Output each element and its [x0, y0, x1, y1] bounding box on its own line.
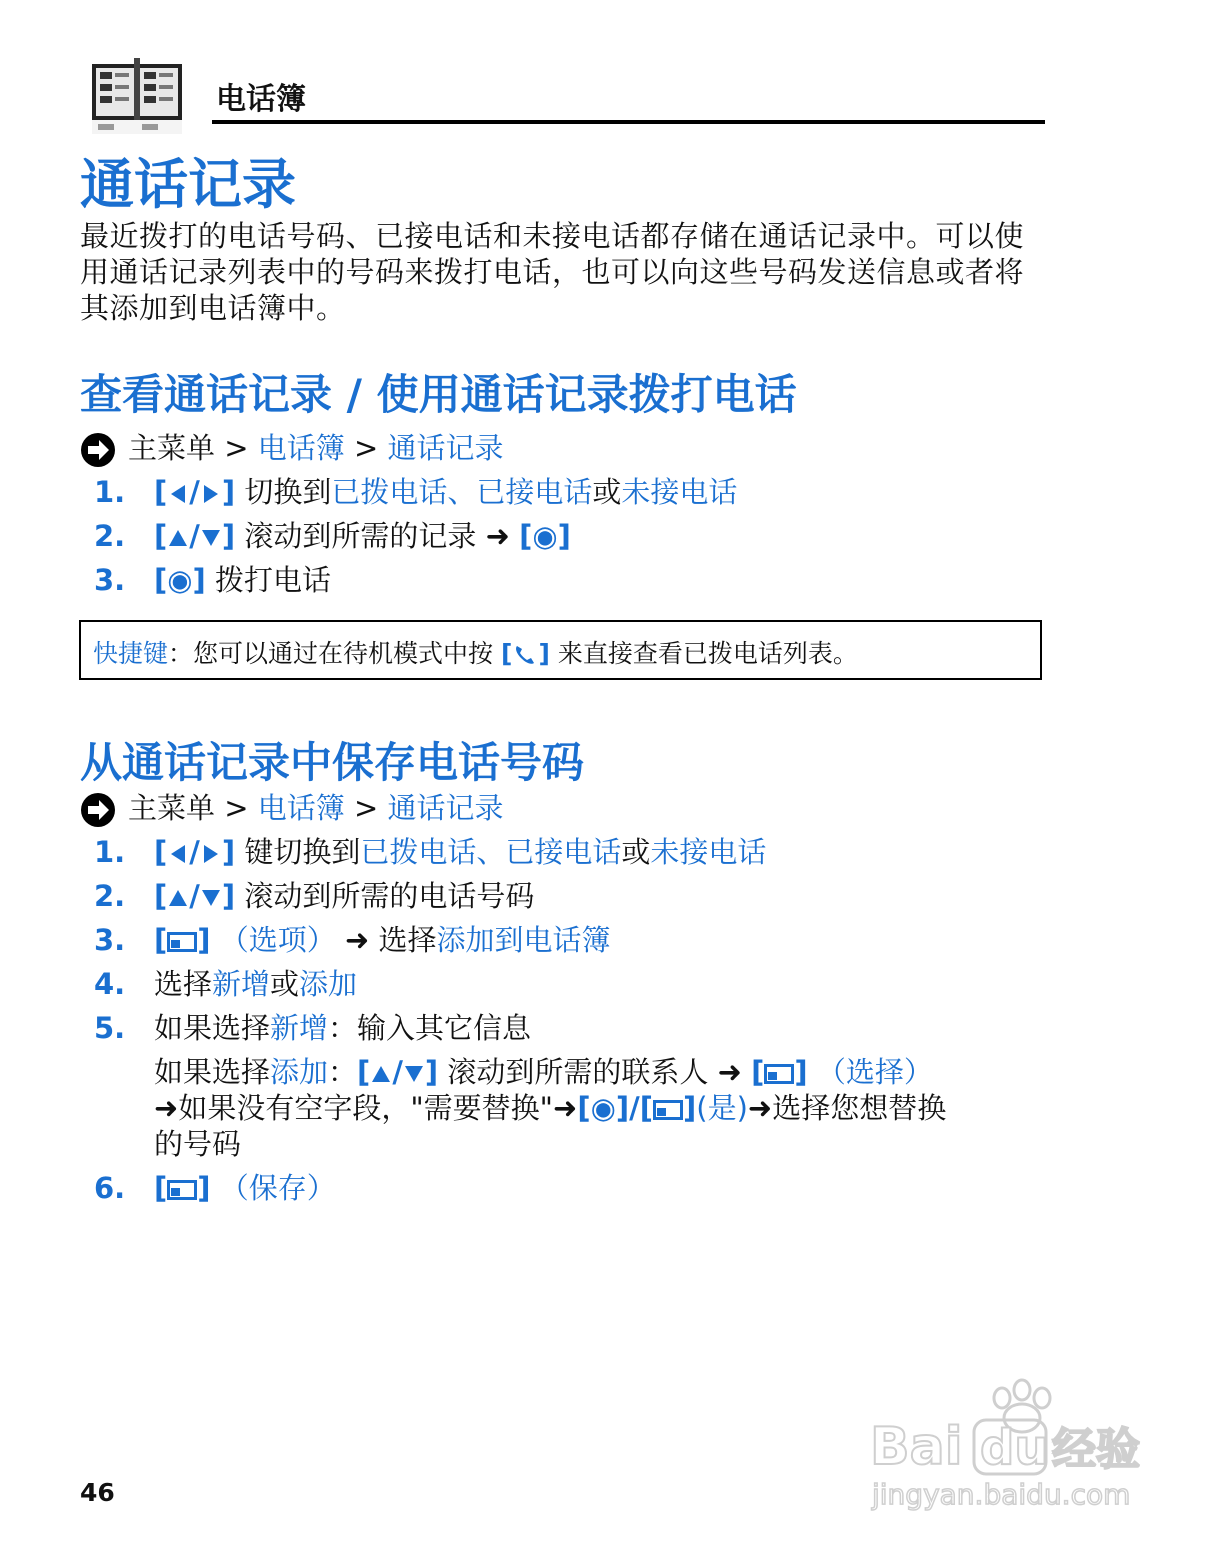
section-title-save-number: 从通话记录中保存电话号码	[80, 738, 585, 787]
left-softkey-icon: [ ]	[154, 923, 211, 957]
baidu-watermark-logo	[862, 1376, 1162, 1516]
left-right-key-icon: [ / ]	[154, 475, 236, 509]
step-text: 如果选择	[154, 1055, 271, 1089]
tip-text: 您可以通过在待机模式中按	[193, 639, 494, 668]
softkey-label-options: （选项）	[219, 923, 336, 957]
menu-path-sep: >	[224, 431, 249, 465]
step-number: 5.	[94, 1011, 126, 1045]
menu-path-sep: >	[354, 791, 379, 825]
step-text: 选择	[378, 923, 437, 957]
slash: /	[629, 1091, 640, 1125]
step-text: 、	[447, 475, 477, 509]
watermark-url: jingyan.baidu.com	[872, 1478, 1131, 1511]
up-down-key-icon: [ / ]	[154, 879, 236, 913]
tip-sep: ：	[168, 639, 194, 668]
up-down-key-icon: [ / ]	[154, 519, 236, 553]
step-text: 的号码	[154, 1127, 242, 1161]
page-title: 通话记录	[80, 153, 296, 216]
step-text: 拨打电话	[215, 563, 332, 597]
arrow-right-circle-icon	[80, 432, 116, 468]
left-right-key-icon: [ / ]	[154, 835, 236, 869]
menu-path-root: 主菜单	[128, 431, 216, 465]
svg-text:du: du	[980, 1420, 1049, 1476]
shortcut-tip-box	[79, 620, 1042, 680]
step-text: 滚动到所需的记录	[244, 519, 477, 553]
arrow-icon: ➜	[747, 1091, 773, 1125]
ok-key-icon: [◉]	[154, 563, 206, 597]
phonebook-icon	[90, 56, 184, 134]
menu-path-call-log: 通话记录	[387, 431, 504, 465]
step-number: 4.	[94, 967, 126, 1001]
step-text: 滚动到所需的电话号码	[244, 879, 535, 913]
option-missed: 未接电话	[621, 475, 738, 509]
step-text: 选择您想替换	[772, 1091, 947, 1125]
option-add: 添加	[270, 1055, 329, 1089]
step-number: 1.	[94, 475, 126, 509]
step-text: 如果没有空字段，"需要替换"	[178, 1091, 553, 1125]
menu-path-sep: >	[354, 431, 379, 465]
left-softkey-icon: [ ]	[751, 1055, 808, 1089]
step-number: 2.	[94, 519, 126, 553]
step-number: 6.	[94, 1171, 126, 1205]
menu-path-phonebook: 电话簿	[257, 431, 345, 465]
step-text: 或	[270, 967, 300, 1001]
svg-text:经验: 经验	[1052, 1424, 1140, 1475]
step-text: 或	[592, 475, 622, 509]
option-received: 已接电话	[476, 475, 593, 509]
left-softkey-icon: [ ]	[154, 1171, 211, 1205]
ok-key-icon: [◉]	[519, 519, 571, 553]
header-rule	[212, 120, 1045, 124]
softkey-label-yes: (是)	[696, 1091, 748, 1125]
tip-label: 快捷键	[93, 639, 169, 668]
step-number: 2.	[94, 879, 126, 913]
ok-key-icon: [◉]	[577, 1091, 630, 1125]
menu-path	[80, 430, 504, 466]
step-text: 切换到	[244, 475, 332, 509]
step-text: 选择	[154, 967, 213, 1001]
step-text: 如果选择	[154, 1011, 271, 1045]
arrow-icon: ➜	[344, 923, 370, 957]
page-number: 46	[80, 1478, 115, 1507]
arrow-right-circle-icon	[80, 792, 116, 828]
step-text: ：	[328, 1055, 358, 1089]
menu-path-phonebook: 电话簿	[257, 791, 345, 825]
left-softkey-icon: [ ]	[639, 1091, 697, 1125]
menu-path-root: 主菜单	[128, 791, 216, 825]
option-new: 新增	[212, 967, 271, 1001]
svg-text:Bai: Bai	[870, 1417, 963, 1477]
arrow-icon: ➜	[717, 1055, 742, 1089]
option-add: 添加	[299, 967, 358, 1001]
arrow-icon: ➜	[553, 1091, 578, 1125]
option-missed: 未接电话	[650, 835, 767, 869]
option-received: 已接电话	[505, 835, 622, 869]
option-add-to-phonebook: 添加到电话簿	[436, 923, 611, 957]
intro-paragraph: 最近拨打的电话号码、已接电话和未接电话都存储在通话记录中。可以使用通话记录列表中的号码来拨打电话，也可以向这些号码发送信息或者将其添加到电话簿中。	[80, 219, 1025, 325]
step-text: 键切换到	[244, 835, 361, 869]
up-down-key-icon: [ / ]	[357, 1055, 439, 1089]
step-text: 或	[621, 835, 651, 869]
option-new: 新增	[270, 1011, 329, 1045]
tip-text: 来直接查看已拨电话列表。	[557, 639, 858, 668]
step-text: ：输入其它信息	[328, 1011, 532, 1045]
arrow-icon: ➜	[485, 519, 510, 553]
softkey-label-save: （保存）	[219, 1171, 336, 1205]
step-number: 1.	[94, 835, 126, 869]
menu-path	[80, 790, 504, 826]
menu-path-sep: >	[224, 791, 249, 825]
option-dialled: 已拨电话	[331, 475, 448, 509]
arrow-icon: ➜	[154, 1091, 179, 1125]
step-text: 滚动到所需的联系人	[447, 1055, 709, 1089]
option-dialled: 已拨电话	[360, 835, 477, 869]
section-label: 电话簿	[216, 82, 306, 117]
menu-path-call-log: 通话记录	[387, 791, 504, 825]
page-header	[90, 52, 1045, 132]
step-text: 、	[476, 835, 506, 869]
step-number: 3.	[94, 563, 126, 597]
softkey-label-select: （选择）	[816, 1055, 933, 1089]
call-key-icon: [ ]	[501, 639, 550, 668]
step-number: 3.	[94, 923, 126, 957]
section-title-view-call-log: 查看通话记录 / 使用通话记录拨打电话	[80, 370, 797, 419]
